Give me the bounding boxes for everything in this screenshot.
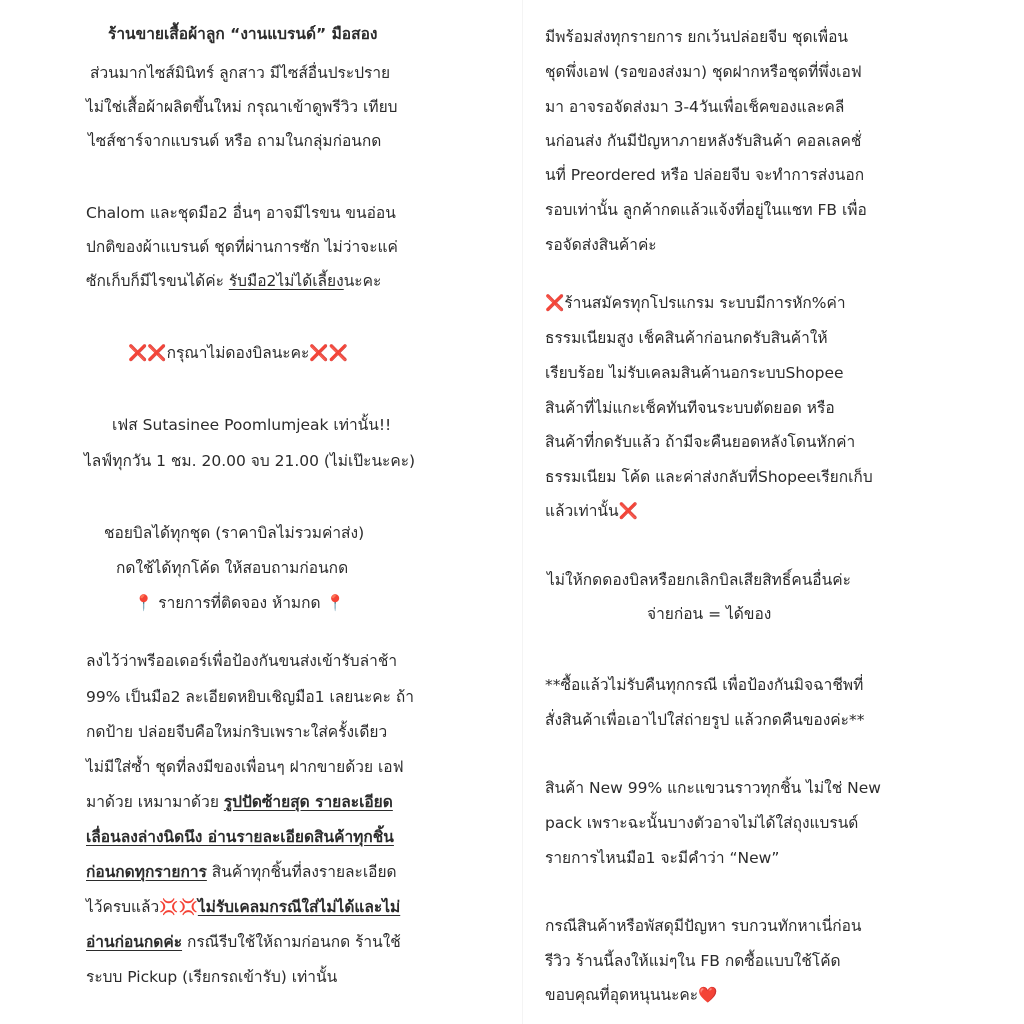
shipping-note-line: นก่อนส่ง กันมีปัญหาภายหลังรับสินค้า คอลเลคชั่ — [545, 132, 862, 150]
cross-mark-icon: ❌❌ — [309, 344, 348, 362]
no-lint-notice: รับมือ2ไม่ได้เลี้ยง — [228, 272, 344, 290]
details-line: 99% เป็นมือ2 ละเอียดหยิบเชิญมือ1 เลยนะคะ ถ้า — [86, 688, 414, 706]
pay-first-line: จ่ายก่อน = ได้ของ — [647, 605, 772, 623]
cross-mark-icon: ❌ — [545, 294, 565, 312]
shopee-note-line: สินค้าที่กดรับแล้ว ถ้ามีจะคืนยอดหลังโดนหักค่า — [545, 433, 856, 451]
live-facebook-line: เฟส Sutasinee Poomlumjeak เท่านั้น!! — [112, 416, 392, 434]
details-line: กดป้าย ปล่อยจีบคือใหม่กริบเพราะใส่ครั้งเดียว — [86, 723, 388, 741]
shopee-note-line: เรียบร้อย ไม่รับเคลมสินค้านอกระบบShopee — [545, 364, 844, 382]
shopee-note-line: ❌ร้านสมัครทุกโปรแกรม ระบบมีการหัก%ค่า — [545, 294, 846, 312]
no-return-line: สั่งสินค้าเพื่อเอาไปใส่ถ่ายรูป แล้วกดคืนของค่ะ** — [545, 711, 865, 729]
problem-note-line: รีวิว ร้านนี้ลงให้แม่ๆใน FB กดซื้อแบบใช้โค้ด — [545, 952, 841, 970]
shipping-note-line: รอบเท่านั้น ลูกค้ากดแล้วแจ้งที่อยู่ในแชท FB เพื่อ — [545, 201, 867, 219]
reserved-items-line: 📍 รายการที่ติดจอง ห้ามกด 📍 — [134, 594, 345, 612]
new-item-line: pack เพราะฉะนั้นบางตัวอาจไม่ได้ใส่ถุงแบรนด์ — [545, 814, 859, 832]
pin-icon: 📍 — [325, 594, 345, 612]
shipping-note-line: นที่ Preordered หรือ ปล่อยจีบ จะทำการส่งนอก — [545, 166, 865, 184]
shipping-note-line: มา อาจรอจัดส่งมา 3-4วันเพื่อเช็คของและคลี — [545, 98, 845, 116]
details-line: มาด้วย เหมามาด้วย รูปปัดซ้ายสุด รายละเอียด — [86, 793, 393, 811]
size-note-line: ไซส์ชาร์จากแบรนด์ หรือ ถามในกลุ่มก่อนกด — [88, 132, 382, 150]
fabric-note-line: Chalom และชุดมือ2 อื่นๆ อาจมีไรขน ขนอ่อน — [86, 204, 396, 222]
fabric-note-line: ซักเก็บก็มีไรขนได้ค่ะ รับมือ2ไม่ได้เลี้ยงนะคะ — [86, 272, 382, 290]
new-item-line: รายการไหนมือ1 จะมีคำว่า “New” — [545, 849, 780, 867]
thank-you-line: ขอบคุณที่อุดหนุนนะคะ❤️ — [545, 986, 718, 1004]
size-note-line: ส่วนมากไซส์มินิทร์ ลูกสาว มีไซส์อื่นประปราย — [90, 64, 391, 82]
details-line: เลื่อนลงล่างนิดนึง อ่านรายละเอียดสินค้าทุกชิ้น — [86, 828, 394, 846]
live-time-line: ไลฟ์ทุกวัน 1 ชม. 20.00 จบ 21.00 (ไม่เป๊ะนะคะ) — [84, 452, 416, 470]
cross-mark-icon: ❌❌ — [128, 344, 167, 362]
shopee-note-line: แล้วเท่านั้น❌ — [545, 502, 638, 520]
details-line: ลงไว้ว่าพรีออเดอร์เพื่อป้องกันขนส่งเข้ารับล่าช้า — [86, 652, 398, 670]
details-line: อ่านก่อนกดค่ะ กรณีรีบใช้ให้ถามก่อนกด ร้านใช้ — [86, 933, 401, 951]
no-return-line: **ซื้อแล้วไม่รับคืนทุกกรณี เพื่อป้องกันมิจฉาชีพที่ — [545, 676, 864, 694]
shopee-note-line: ธรรมเนียม โค้ด และค่าส่งกลับที่Shopeeเรียกเก็บ — [545, 468, 873, 486]
details-line: ก่อนกดทุกรายการ สินค้าทุกชิ้นที่ลงรายละเอียด — [86, 863, 397, 881]
heart-icon: ❤️ — [698, 986, 718, 1004]
anger-icon: 💢💢 — [159, 898, 198, 916]
shipping-note-line: มีพร้อมส่งทุกรายการ ยกเว้นปล่อยจีบ ชุดเพื่อน — [545, 28, 849, 46]
problem-note-line: กรณีสินค้าหรือพัสดุมีปัญหา รบกวนทักหาเนี่ก่อน — [545, 917, 862, 935]
bill-note-line: ชอยบิลได้ทุกชุด (ราคาบิลไม่รวมค่าส่ง) — [104, 524, 365, 542]
shopee-note-line: สินค้าที่ไม่แกะเช็คทันทีจนระบบตัดยอด หรือ — [545, 399, 835, 417]
column-divider — [522, 0, 523, 1024]
shipping-note-line: ชุดพึ่งเอฟ (รอของส่งมา) ชุดฝากหรือชุดที่พึ่งเอฟ — [545, 63, 862, 81]
details-line: ไว้ครบแล้ว💢💢ไม่รับเคลมกรณีใส่ไม่ได้และไม่ — [86, 898, 401, 916]
details-line: ไม่มีใส่ซ้ำ ชุดที่ลงมีของเพื่อนๆ ฝากขายด้วย เอฟ — [86, 758, 404, 776]
shop-title: ร้านขายเสื้อผ้าลูก “งานแบรนด์” มือสอง — [108, 25, 378, 43]
new-item-line: สินค้า New 99% แกะแขวนราวทุกชิ้น ไม่ใช่ New — [545, 779, 881, 797]
shipping-note-line: รอจัดส่งสินค้าค่ะ — [545, 236, 657, 254]
size-note-line: ไม่ใช่เสื้อผ้าผลิตขึ้นใหม่ กรุณาเข้าดูพรีวิว เทียบ — [86, 98, 398, 116]
pin-icon: 📍 — [134, 594, 154, 612]
details-line: ระบบ Pickup (เรียกรถเข้ารับ) เท่านั้น — [86, 968, 338, 986]
fabric-note-line: ปกติของผ้าแบรนด์ ชุดที่ผ่านการซัก ไม่ว่าจะแค่ — [86, 238, 398, 256]
no-cancel-bill-line: ไม่ให้กดดองบิลหรือยกเลิกบิลเสียสิทธิ์คนอื่นค่ะ — [547, 571, 851, 589]
no-cancel-notice: ❌❌กรุณาไม่ดองบิลนะคะ❌❌ — [128, 344, 348, 362]
cross-mark-icon: ❌ — [618, 502, 638, 520]
bill-note-line: กดใช้ได้ทุกโค้ด ให้สอบถามก่อนกด — [116, 559, 349, 577]
shopee-note-line: ธรรมเนียมสูง เช็คสินค้าก่อนกดรับสินค้าให้ — [545, 329, 828, 347]
